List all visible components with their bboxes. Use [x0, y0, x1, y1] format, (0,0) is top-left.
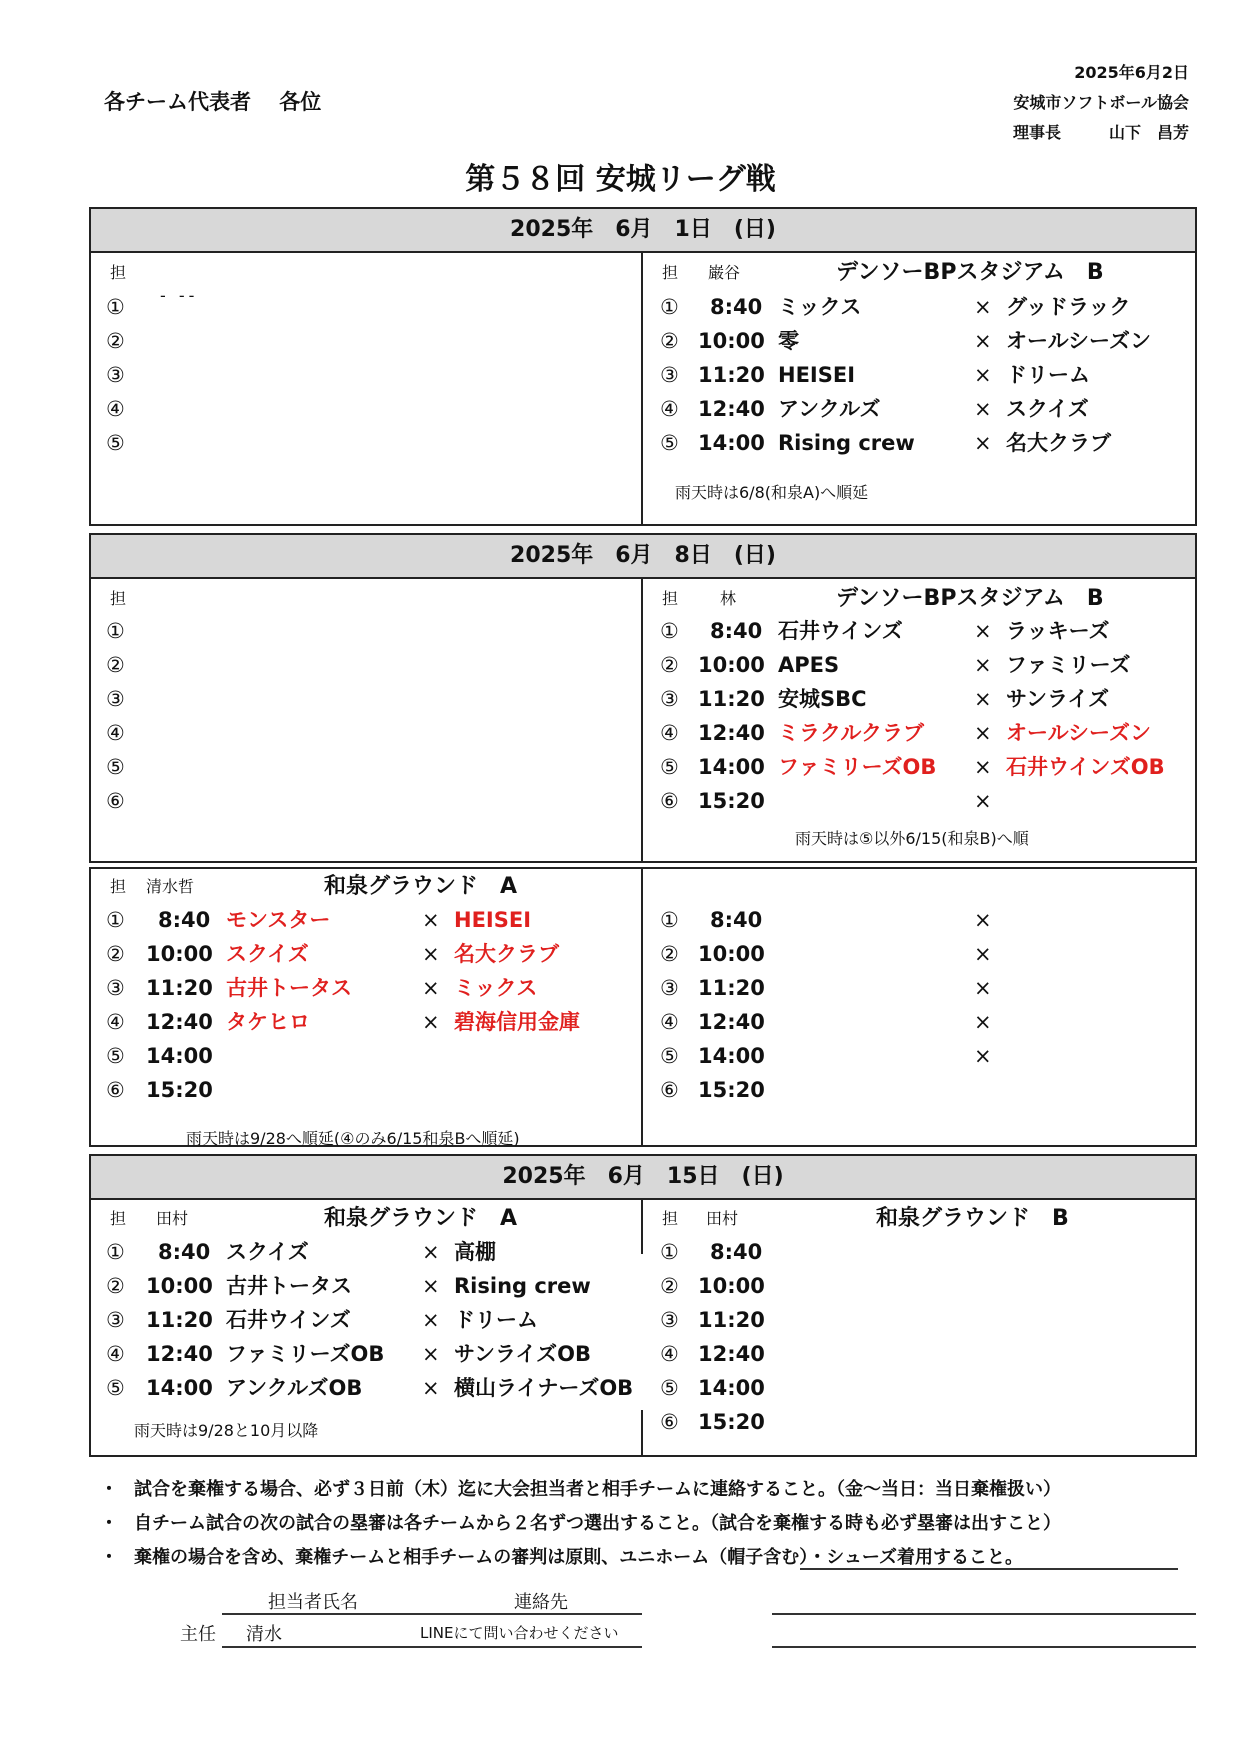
day2-rain-note: 雨天時は⑤以外6/15(和泉B)へ順 — [795, 829, 1029, 848]
day1-rain-note: 雨天時は6/8(和泉A)へ順延 — [675, 483, 869, 502]
day-header-1: 2025年 6月 1日 (日) — [89, 207, 1197, 253]
day-header-2: 2025年 6月 8日 (日) — [89, 533, 1197, 579]
day3-left-person: 田村 — [156, 1209, 189, 1228]
day2b-left-person: 清水哲 — [146, 877, 195, 896]
note-bullet: ・ — [100, 1479, 118, 1500]
day1-left-tan: 担 — [110, 263, 127, 282]
day2-right-tan: 担 — [662, 589, 679, 608]
contact-name-header: 担当者氏名 — [268, 1592, 358, 1613]
note-3: 棄権の場合を含め、棄権チームと相手チームの審判は原則、ユニホーム（帽子含む）・シューズ着用すること。 — [134, 1547, 1024, 1568]
note-bullet: ・ — [100, 1547, 118, 1568]
day3-right-tan: 担 — [662, 1209, 679, 1228]
slot-number: ④ — [106, 397, 125, 421]
slot-number: ③ — [106, 363, 125, 387]
chairman: 理事長 山下 昌芳 — [1012, 123, 1189, 142]
day-header-3: 2025年 6月 15日 (日) — [89, 1154, 1197, 1200]
day1-right-venue: デンソーBPスタジアム B — [836, 260, 1104, 285]
day2b-rain-note: 雨天時は9/28へ順延(④のみ6/15和泉Bへ順延) — [186, 1129, 520, 1148]
slot-number: ② — [106, 329, 125, 353]
day2b-left-venue: 和泉グラウンド A — [324, 874, 518, 899]
day3-rain-note: 雨天時は9/28と10月以降 — [134, 1421, 319, 1440]
day1-right-tan: 担 — [662, 263, 679, 282]
page-title: 第５８回 安城リーグ戦 — [465, 162, 776, 197]
day3-right-venue: 和泉グラウンド B — [876, 1206, 1069, 1231]
day3-left-venue: 和泉グラウンド A — [324, 1206, 518, 1231]
day2b-left-tan: 担 — [110, 877, 127, 896]
day2-right-person: 林 — [720, 589, 737, 608]
day3-left-tan: 担 — [110, 1209, 127, 1228]
day1-right-person: 巌谷 — [708, 263, 741, 282]
day2-right-venue: デンソーBPスタジアム B — [836, 586, 1104, 611]
note-bullet: ・ — [100, 1513, 118, 1534]
contact-name: 清水 — [246, 1624, 282, 1645]
contact-contact-header: 連絡先 — [514, 1592, 568, 1613]
day2-left-tan: 担 — [110, 589, 127, 608]
note-2: 自チーム試合の次の試合の塁審は各チームから２名ずつ選出すること。（試合を棄権する時も必ず塁審は出すこと） — [134, 1513, 1061, 1534]
note-1: 試合を棄権する場合、必ず３日前（木）迄に大会担当者と相手チームに連絡すること。（金～当日：当日棄権扱い） — [134, 1479, 1061, 1500]
addressee: 各チーム代表者 各位 — [104, 90, 322, 114]
day1-left-marks: - -- — [160, 286, 199, 305]
contact-method: LINEにて問い合わせください — [420, 1624, 619, 1642]
slot-number: ① — [106, 295, 125, 319]
contact-role: 主任 — [180, 1624, 216, 1645]
association-name: 安城市ソフトボール協会 — [1013, 93, 1189, 112]
day3-right-person: 田村 — [706, 1209, 739, 1228]
slot-number: ⑤ — [106, 431, 125, 455]
issue-date: 2025年6月2日 — [1074, 63, 1189, 82]
